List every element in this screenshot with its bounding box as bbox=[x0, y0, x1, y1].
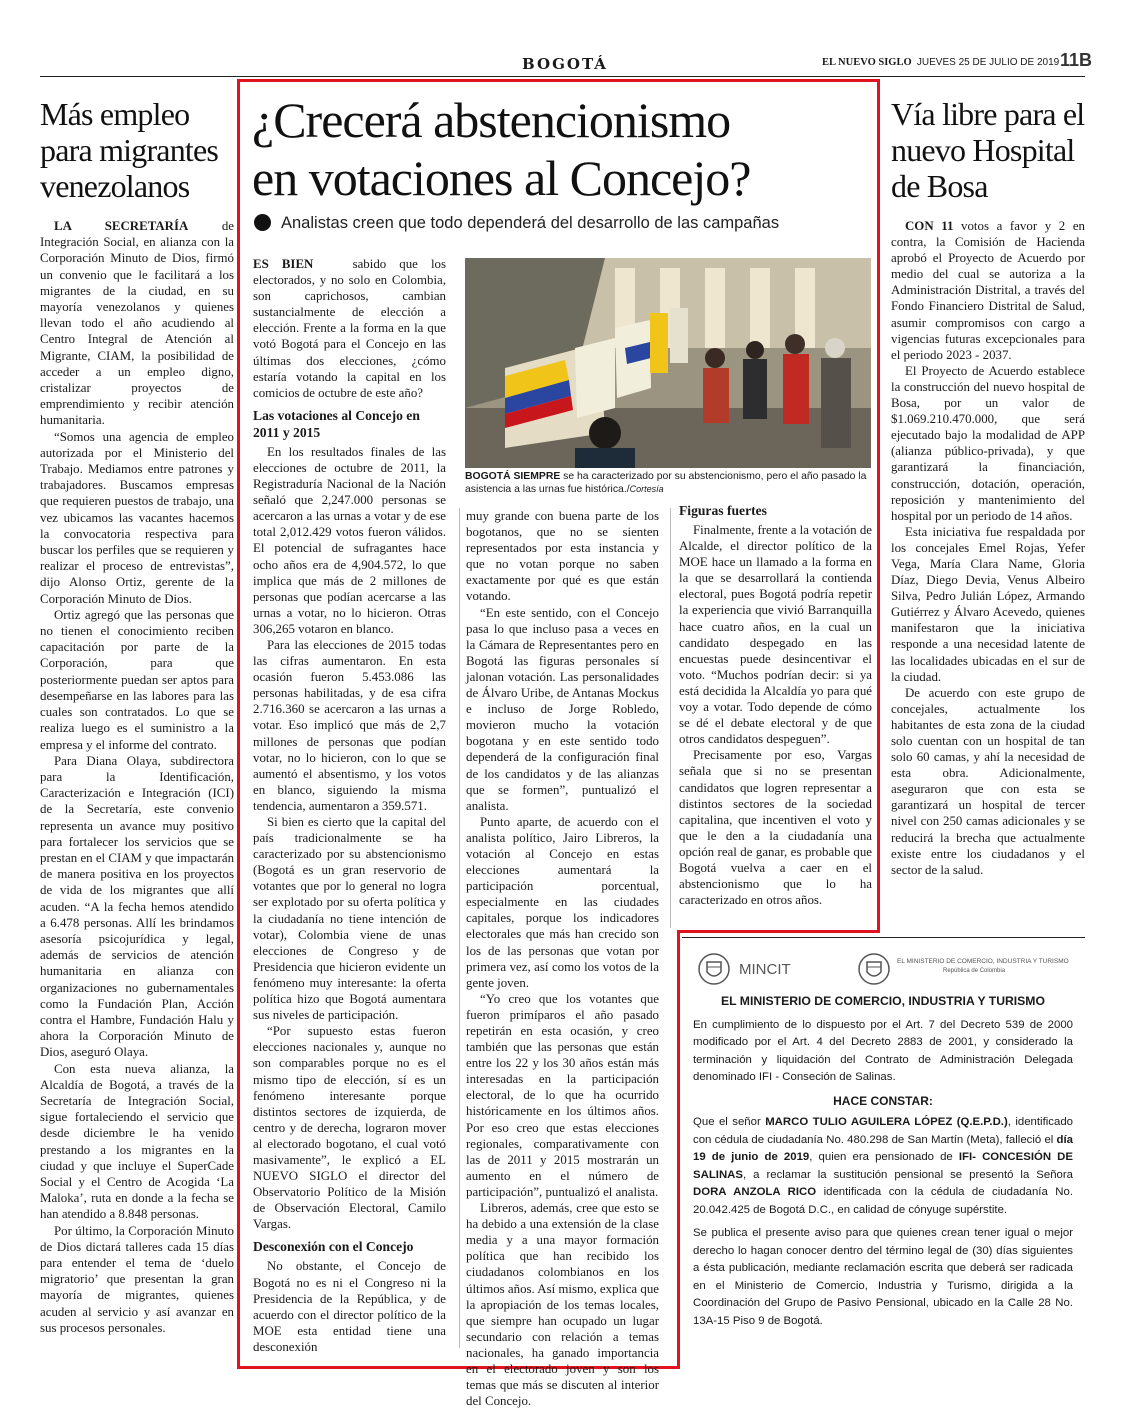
notice-subtitle: HACE CONSTAR: bbox=[833, 1093, 933, 1108]
publication-date: JUEVES 25 DE JULIO DE 2019 bbox=[916, 57, 1060, 68]
left-article bbox=[40, 96, 235, 1356]
notice-body bbox=[693, 993, 1073, 1336]
column-rule bbox=[459, 508, 460, 1348]
right-paragraph: El Proyecto de Acuerdo establece la construcción del nuevo hospital de Bosa, por un valor de $1.069.210.470.000, que será ejecutado bajo la modalidad de APP (alianza público-privada), y que garantizará la financiación, construcción, dotación, operación, reposición y mantenimiento del hospital por un periodo de 14 años. bbox=[891, 363, 1085, 523]
main-paragraph: En los resultados finales de las elecciones de octubre de 2011, la Registraduría Nacional de la Nación señaló que 2,247.000 personas se acercaron a las urnas a votar y de ese total 2,012.429 votos fueron válidos. El potencial de sufragantes hace ocho años era de 4,904.572, lo que implica que más de 2 millones de personas que podían acercarse a las urnas a votar, no lo hicieron. Otras 306,265 votaron en blanco. bbox=[253, 444, 446, 636]
main-article-lead: ES BIEN bbox=[253, 257, 314, 271]
left-article-headline: Más empleo para migrantes venezolanos bbox=[40, 96, 219, 204]
notice-top-rule bbox=[682, 937, 1085, 938]
caption-lead: BOGOTÁ SIEMPRE bbox=[465, 471, 561, 482]
coat-of-arms-icon bbox=[857, 952, 891, 986]
main-article-deck: Analistas creen que todo dependerá del desarrollo de las campañas bbox=[254, 214, 779, 233]
notice-intro: En cumplimiento de lo dispuesto por el Art. 7 del Decreto 539 de 2000 modificado por el Art. 4 del Decreto 2883 de 2001, y considerado la terminación y liquidación del Contrato de Administración Delegada denominado IFI - Conseción de Salinas. bbox=[693, 1018, 1073, 1083]
right-article-headline: Vía libre para el nuevo Hospital de Bosa bbox=[891, 96, 1085, 204]
main-paragraph: muy grande con buena parte de los bogotanos, que no se sienten representados por esta instancia y que no votan porque no saben exactamente por qué es que están votando. bbox=[466, 509, 659, 604]
mincit-logo-text: MINCIT bbox=[739, 961, 791, 978]
main-paragraph: Punto aparte, de acuerdo con el analista político, Jairo Libreros, la votación al Concejo en estas elecciones aumentará la participación porcentual, especialmente en las ciudades capitales, porque los indicadores electorales que más han crecido son los de las personas que votan por primera vez, así como los votos de la gente joven. bbox=[466, 814, 659, 990]
right-paragraph: CON 11 votos a favor y 2 en contra, la Comisión de Hacienda aprobó el Proyecto de Acuerdo por medio del cual se autoriza a la Administración Distrital, a través del Fondo Financiero Distrital de Salud, asumir compromisos con cargo a vigencias futuras excepcionales para el periodo 2023 - 2037. bbox=[891, 219, 1086, 362]
main-paragraph: Libreros, además, cree que esto se ha debido a una extensión de la clase media y a una mayor formación política que han recibido los ciudadanos colombianos en los últimos años. Así mismo, explica que la apropiación de los temas locales, que siempre han ocupado un lugar secundario con relación a temas nacionales, ha ganado importancia en el electorado joven y son los temas que más se discuten al interior del Concejo. bbox=[466, 1201, 659, 1409]
left-paragraph: “Somos una agencia de empleo autorizada por el Ministerio del Trabajo. Mediamos entre patrones y trabajadores. Buscamos empresas que requieren puestos de trabajo, una vez ubicamos las vacantes hacemos la convocatoria respectiva para buscar los perfiles que se requieren y realizar el proceso de entrevistas”, dijo Alonso Ortiz, gerente de la Corporación Minuto de Dios. bbox=[40, 429, 234, 606]
left-paragraph: Por último, la Corporación Minuto de Dios dictará talleres cada 15 días para entender el tema de ‘duelo migratorio’ que presentan la gran mayoría de migrantes, quienes acuden al servicio y así avanzar en sus procesos personales. bbox=[40, 1223, 234, 1335]
main-article-headline-line1: ¿Crecerá abstencionismo bbox=[252, 92, 731, 148]
left-paragraph: Para Diana Olaya, subdirectora para la Identificación, Caracterización e Integración (ICI) de la Secretaría, este convenio representa un avance muy positivo para fortalecer los servicios que se prestan en el CIAM y que impactarán de manera positiva en los proyectos de vida de los migrantes que allí acuden. “A la fecha hemos atendido a 6.478 personas. Allí les brindamos asesoría psicojurídica y legal, además de servicios de atención humanitaria en alianza con organizaciones no gubernamentales como la Fundación Plan, Acción contra el Hambre, Fundación Halu y ahora la Corporación Minuto de Dios, aseguró Olaya. bbox=[40, 753, 235, 1060]
main-article-column-2 bbox=[466, 508, 659, 1409]
main-paragraph: “Yo creo que los votantes que fueron primíparos el año pasado repetirán en esta ocasión, y creo también que las personas que están entre los 22 y los 30 años están más interesadas en la participación electoral, de lo que ha ocurrido históricamente en los últimos años. Por eso creo que estas elecciones regionales, comparativamente con las de 2011 y 2015 mostrarán un aumento en el número de participación”, puntualizó el analista. bbox=[466, 991, 659, 1199]
photo-credit: Cortesía bbox=[629, 484, 664, 494]
main-paragraph: Si bien es cierto que la capital del país tradicionalmente se ha caracterizado por su abstencionismo (Bogotá es un gran reservorio de votantes que por lo general no logra ser explotado por su oferta política y la ciudadanía no tiene intención de votar), Colombia viene de unas elecciones de Congreso y de Presidencia que hicieron evidente un fenómeno muy interesante: la oferta política hizo que Bogotá aumentara sus niveles de participación. bbox=[253, 815, 446, 1023]
right-article bbox=[891, 96, 1085, 926]
main-paragraph: Precisamente por eso, Vargas señala que si no se presentan candidatos que logren representar a distintos sectores de la sociedad capitalina, que incentiven el voto y que le den a la ciudadanía una opción real de ganar, es probable que Bogotá vuelva a caer en el abstencionismo que lo ha caracterizado en otros años. bbox=[679, 748, 872, 908]
main-paragraph: “En este sentido, con el Concejo pasa lo que incluso pasa a veces en la Cámara de Representantes pero en Bogotá las figuras personales sí jalonan votación. Las personalidades de Álvaro Uribe, de Antanas Mockus e incluso de Jorge Robledo, movieron mucho la votación bogotana y en este sentido todo dependerá de la configuración final de los candidatos y de las alianzas que se formen”, puntualizó el analista. bbox=[466, 605, 659, 813]
subhead-figuras-fuertes: Figuras fuertes bbox=[679, 503, 767, 518]
notice-logos bbox=[693, 952, 1083, 990]
main-paragraph: No obstante, el Concejo de Bogotá no es ni el Congreso ni la Presidencia de la República, y de acuerdo con el director político de la MOE esta entidad tiene una desconexión bbox=[253, 1259, 446, 1354]
ministry-logo-subtext: República de Colombia bbox=[943, 968, 1006, 974]
section-name: BOGOTÁ bbox=[522, 55, 608, 73]
right-article-lead: CON 11 bbox=[905, 219, 954, 233]
voting-booths-photo bbox=[465, 258, 871, 468]
page-number: 11B bbox=[1060, 50, 1093, 70]
main-article-column-3 bbox=[679, 502, 872, 924]
main-article-photo bbox=[465, 258, 871, 468]
subhead-2011-2015: Las votaciones al Concejo en 2011 y 2015 bbox=[253, 407, 420, 440]
publication-name: EL NUEVO SIGLO bbox=[822, 57, 912, 68]
right-paragraph: De acuerdo con este grupo de concejales, actualmente los habitantes de esta zona de la ciudad solo cuentan con un hospital de tan solo 60 camas, y ahí la necesidad de esta obra. Adicionalmente, aseguraron que con esta se garantizará un hospital de tercer nivel con 250 camas adicionales y se reducirá la brecha que actualmente existe entre los ciudadanos y el sector de la salud. bbox=[891, 685, 1085, 877]
left-article-body bbox=[40, 218, 234, 1348]
publication-line bbox=[822, 57, 1059, 68]
coat-of-arms-icon bbox=[697, 952, 731, 986]
notice-declaration: Que el señor MARCO TULIO AGUILERA LÓPEZ (Q.E.P.D.), identificado con cédula de ciudadanía No. 480.298 de San Martín (Meta), falleció el día 19 de junio de 2019, quien era pensionado de IFI- CONCESIÓN DE SALINAS, a reclamar la sustitución pensional se presentó la Señora DORA ANZOLA RICO identificada con la cédula de ciudadanía No. 20.042.425 de Bogotá D.C., en calidad de cónyuge supérstite. bbox=[693, 1116, 1073, 1216]
main-paragraph: Para las elecciones de 2015 todas las cifras aumentaron. En esta ocasión fueron 5.453.086 las personas habilitadas, y de esa cifra 2.716.360 se acercaron a las urnas a votar. Eso implicó que más de 2,7 millones de personas que podían votar, no lo hicieron, con lo que se aumentó el absentismo, y los votos en blanco, siguiendo la misma tendencia, aumentaron a 359.571. bbox=[253, 637, 446, 813]
ministry-logo-text: EL MINISTERIO DE COMERCIO, INDUSTRIA Y TURISMO bbox=[897, 958, 1069, 965]
right-article-body bbox=[891, 218, 1085, 928]
main-article-column-1 bbox=[253, 256, 447, 1354]
header-rule bbox=[40, 76, 1085, 77]
main-article-headline-line2: en votaciones al Concejo? bbox=[252, 150, 751, 206]
notice-title: EL MINISTERIO DE COMERCIO, INDUSTRIA Y TURISMO bbox=[721, 994, 1045, 1008]
main-paragraph: ES BIEN sabido que los electorados, y no solo en Colombia, son caprichosos, cambian sustancialmente de elección a elección. Frente a la forma en la que votó Bogotá para el Concejo en las últimas dos elecciones, ¿cómo estaría votando la capital en los comicios de octubre de este año? bbox=[253, 257, 447, 400]
subhead-desconexion: Desconexión con el Concejo bbox=[253, 1239, 414, 1255]
notice-closing: Se publica el presente aviso para que quienes crean tener igual o mejor derecho lo hagan conocer dentro del término legal de (30) días siguientes a ésta publicación, mediante reclamación escrita que deberá ser radicada en el Ministerio de Comercio, Industria y Turismo, dirigida a la Coordinación del Grupo de Pasivo Pensional, ubicado en la Calle 28 No. 13A-15 Piso 9 de Bogotá. bbox=[693, 1227, 1073, 1327]
left-paragraph: Con esta nueva alianza, la Alcaldía de Bogotá, a través de la Secretaría de Integración Social, sigue fortaleciendo el servicio que desde diciembre le ha venido prestando a los migrantes en la ciudad y que incluye el SuperCade Social y el Centro de Acogida ‘La Maloka’, ruta en donde a la fecha se han atendido a 8.848 personas. bbox=[40, 1061, 234, 1222]
right-paragraph: Esta iniciativa fue respaldada por los concejales Emel Rojas, Yefer Vega, María Clara Name, Gloria Díaz, Diego Devia, Venus Albeiro Silva, Pedro Julián López, Armando Gutiérrez y Álvaro Acevedo, quienes manifestaron que la iniciativa responde a una necesidad latente de las localidades ubicadas en el sur de la ciudad. bbox=[891, 524, 1085, 684]
photo-caption: BOGOTÁ SIEMPRE se ha caracterizado por su abstencionismo, pero el año pasado la asistencia a las urnas fue histórica./Cortesía bbox=[465, 471, 867, 495]
main-paragraph: Finalmente, frente a la votación de Alcalde, el director político de la MOE hace un llamado a la forma en la que se desarrollará la contienda electoral, pues Bogotá podría repetir la experiencia que vivió Barranquilla hace cuatro años, en la cual un candidato despegado en las encuestas puede desincentivar el voto. “Muchos podrían decir: si ya está decidida la Alcaldía yo para qué voy a votar. Todo depende de cómo se dé el debate electoral y de que otros candidatos despeguen”. bbox=[679, 523, 872, 747]
left-paragraph: Ortiz agregó que las personas que no tienen el conocimiento reciben capacitación por parte de la Corporación, para que posteriormente puedan ser aptos para desempeñarse en las labores para las cuales son contratados. Lo que se realiza luego es el suministro a la empresa y el informe del contrato. bbox=[40, 607, 234, 752]
column-rule bbox=[670, 508, 671, 928]
left-article-lead: LA SECRETARÍA bbox=[54, 219, 189, 233]
left-paragraph: LA SECRETARÍA de Integración Social, en alianza con la Corporación Minuto de Dios, firmó un convenio que le facilitará a los migrantes de la ciudad, en su mayoría venezolanos y quienes llevan todo el año acudiendo al Centro Integral de Atención al Migrante, CIAM, la posibilidad de acceder a un empleo digno, cristalizar proyectos de emprendimiento y recibir atención humanitaria. bbox=[40, 219, 234, 428]
main-paragraph: “Por supuesto estas fueron elecciones nacionales y, aunque no son comparables porque no es el mismo tipo de elección, sí es un fenómeno interesante porque distintos sectores de izquierda, de centro y de derecha, lograron mover al electorado bogotano, el cual votó masivamente”, le explicó a EL NUEVO SIGLO el director del Observatorio Político de la Misión de Observación Electoral, Camilo Vargas. bbox=[253, 1024, 446, 1232]
deck-bullet-icon bbox=[254, 214, 271, 231]
